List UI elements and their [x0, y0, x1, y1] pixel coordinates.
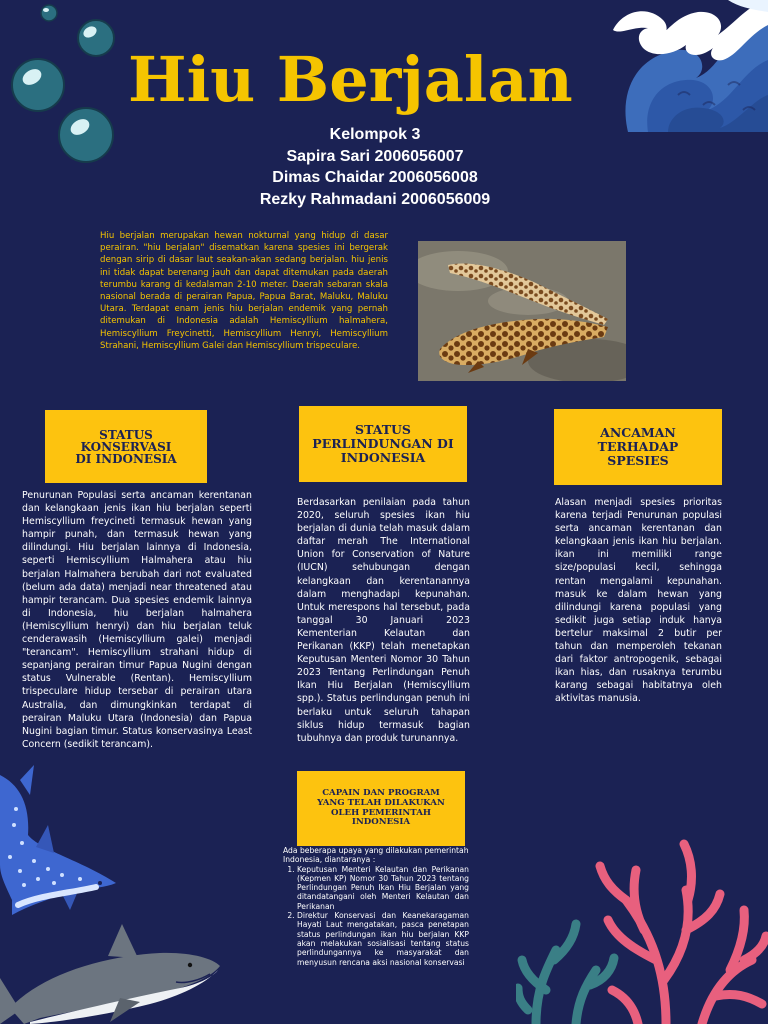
page-title: Hiu Berjalan — [128, 43, 573, 116]
capaian-intro: Ada beberapa upaya yang dilakukan pemerintah Indonesia, diantaranya : — [283, 846, 469, 865]
great-white-shark-icon — [0, 918, 224, 1024]
heading-line: PERLINDUNGAN DI — [312, 436, 454, 451]
author-name: Dimas Chaidar 2006056008 — [272, 169, 478, 186]
whale-shark-icon — [0, 765, 120, 915]
group-name: Kelompok 3 — [329, 126, 421, 143]
bubble-icon — [78, 20, 114, 56]
heading-line: INDONESIA — [340, 450, 426, 465]
heading-line: YANG TELAH DILAKUKAN — [317, 797, 445, 808]
heading-line: SPESIES — [607, 453, 669, 468]
status-konservasi-heading — [45, 410, 207, 483]
status-perlindungan-text: Berdasarkan penilaian pada tahun 2020, seluruh spesies ikan hiu berjalan di dunia telah masuk dalam daftar merah The International Union for Conservation of Nature (IUCN) sehubungan dengan kelangkaan dan kerentanannya dalam menghadapi kepunahan. Untuk merespons hal tersebut, pada tanggal 30 Januari 2023 Kementerian Kelautan dan Perikanan (KKP) telah menetapkan Keputusan Menteri Nomor 30 Tahun 2023 Tentang Perlindungan Penuh Ikan Hiu Berjalan (Hemiscyllium spp.). Status perlindungan penuh ini berlaku untuk seluruh tahapan siklus hidup termasuk bagian tubuhnya dan produk turunannya. — [297, 497, 470, 744]
list-item: 2. Direktur Konservasi dan Keanekaragaman Hayati Laut mengatakan, pasca penetapan status perlindungan ikan hiu berjalan KKP akan melakukan sosialisasi tentang status perlindungannya ke masyarakat dan menyusun rencana aksi nasional konservasi — [297, 911, 469, 967]
status-konservasi-text: Penurunan Populasi serta ancaman kerentanan dan kelangkaan jenis ikan hiu berjalan seperti Hemiscyllium freycineti termasuk hewan yang hampir punah, dan termasuk hewan yang dilindungi. Hiu berjalan lainnya di Indonesia, seperti Hemiscyllium Halmahera atau hiu berjalan Halmahera berubah dari not evaluated (belum ada data) menjadi near threatened atau hampir terancam. Dua spesies endemik lainnya di Indonesia, hiu berjalan halmahera (Hemiscyllium henryi) dan hiu berjalan teluk cenderawasih (Hemiscyllium galei) menjadi "terancam". Hemiscyllium strahani hidup di sepanjang perairan timur Papua Nugini dengan status Vulnerable (Rentan). Hemiscyllium trispeculare hidup tersebar di perairan utara Australia, dan dimungkinkan terdapat di perairan Maluku Utara (Indonesia) dan Papua Nugini bagian timur. Status konservasinya Least Concern (sedikit terancam). — [22, 490, 252, 750]
bubble-icon — [12, 59, 64, 111]
heading-line: DI INDONESIA — [75, 451, 177, 466]
heading-line: OLEH PEMERINTAH — [330, 807, 431, 818]
bubbles-decoration — [0, 0, 130, 170]
heading-line: KONSERVASI — [80, 439, 172, 454]
ancaman-heading — [554, 409, 722, 485]
authors-block — [200, 124, 550, 210]
capaian-text — [283, 846, 469, 967]
bubble-icon — [59, 108, 113, 162]
heading-line: ANCAMAN — [600, 425, 676, 440]
capaian-heading — [297, 771, 465, 846]
walking-shark-photo — [418, 241, 626, 381]
heading-line: CAPAIN DAN PROGRAM — [322, 788, 440, 799]
intro-paragraph: Hiu berjalan merupakan hewan nokturnal yang hidup di dasar perairan. "hiu berjalan" disematkan karena spesies ini bergerak dengan sirip di dasar laut seakan-akan sedang berjalan. hiu jenis ini tidak dapat berenang jauh dan dapat ditemukan pada daerah terumbu karang di kedalaman 2-10 meter. Daerah sebaran skala nasional berada di perairan Papua, Papua Barat, Maluku, Maluku Utara. Terdapat enam jenis hiu berjalan endemik yang pernah ditemukan di Indonesia adalah Hemiscyllium halmahera, Hemiscyllium Freycinetti, Hemiscyllium Henryi, Hemiscyllium Strahani, Hemiscyllium Galei dan Hemiscyllium trispeculare. — [100, 231, 388, 351]
status-perlindungan-heading — [299, 406, 467, 482]
ancaman-text: Alasan menjadi spesies prioritas karena terjadi Penurunan populasi serta ancaman kerentanan dan kelangkaan jenis ikan hiu berjalan. ikan ini memiliki range size/populasi kecil, sehingga rentan mengalami kepunahan. masuk ke dalam hewan yang dilindungi karena populasi yang sedikit juga setiap induk hanya bertelur maksimal 2 butir per tahun dan memperoleh tekanan dari faktor antropogenik, sebagai ikan hias, dan rusaknya terumbu karang sebagai habitatnya oleh aktivitas manusia. — [555, 497, 722, 705]
list-item: 1. Keputusan Menteri Kelautan dan Perikanan (Kepmen KP) Nomor 30 Tahun 2023 tentang Perlindungan Penuh Ikan Hiu Berjalan yang ditandatangani oleh Menteri Kelautan dan Perikanan — [297, 865, 469, 911]
coral-icon — [516, 820, 768, 1024]
author-name: Rezky Rahmadani 2006056009 — [259, 190, 491, 208]
heading-line: STATUS — [99, 427, 153, 442]
heading-line: INDONESIA — [351, 817, 411, 828]
heading-line: STATUS — [355, 422, 411, 437]
heading-line: TERHADAP — [597, 439, 679, 454]
bubble-icon — [41, 5, 57, 21]
author-name: Sapira Sari 2006056007 — [286, 147, 464, 165]
capaian-list — [283, 865, 469, 967]
